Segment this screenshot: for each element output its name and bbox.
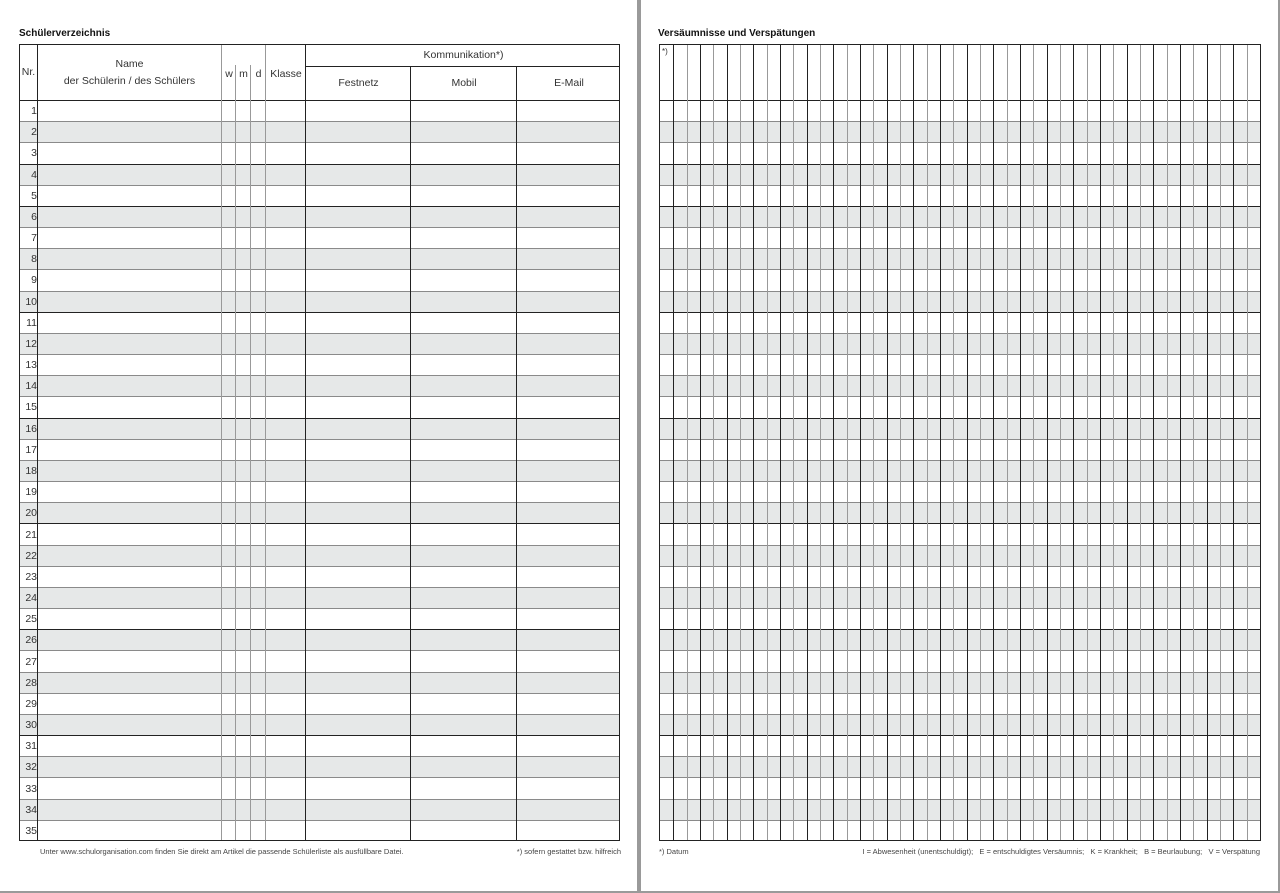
col-divider-festnetz (410, 66, 411, 840)
table-row[interactable] (20, 502, 619, 523)
date-marker: *) (662, 47, 668, 56)
table-row[interactable] (660, 523, 1260, 544)
header-nr: Nr. (21, 66, 36, 78)
row-number: 34 (25, 803, 37, 816)
table-row[interactable] (20, 100, 619, 121)
table-row[interactable] (660, 566, 1260, 587)
date-header-row (660, 45, 1260, 101)
row-number: 25 (25, 613, 37, 626)
row-number: 35 (25, 824, 37, 837)
table-row[interactable] (20, 185, 619, 206)
table-row[interactable] (660, 672, 1260, 693)
table-row[interactable] (20, 418, 619, 439)
row-number: 33 (25, 782, 37, 795)
row-number: 15 (25, 401, 37, 414)
table-row[interactable] (660, 164, 1260, 185)
table-row[interactable] (20, 269, 619, 290)
row-number: 16 (25, 422, 37, 435)
col-divider-mobil (516, 66, 517, 840)
table-row[interactable] (20, 587, 619, 608)
table-row[interactable] (660, 227, 1260, 248)
table-row[interactable] (660, 545, 1260, 566)
table-row[interactable] (660, 312, 1260, 333)
row-number: 9 (31, 274, 37, 287)
row-number: 21 (25, 528, 37, 541)
table-row[interactable] (660, 735, 1260, 756)
header-name-line1: Name (115, 57, 144, 70)
table-row[interactable] (20, 354, 619, 375)
table-row[interactable] (20, 481, 619, 502)
table-row[interactable] (20, 629, 619, 650)
table-row[interactable] (20, 291, 619, 312)
col-divider-nr (37, 45, 38, 840)
row-number: 23 (25, 570, 37, 583)
table-row[interactable] (20, 227, 619, 248)
row-number: 27 (25, 655, 37, 668)
row-number: 10 (25, 295, 37, 308)
row-number: 17 (25, 443, 37, 456)
row-number: 29 (25, 697, 37, 710)
row-number: 7 (31, 232, 37, 245)
table-row[interactable] (660, 756, 1260, 777)
table-row[interactable] (660, 799, 1260, 820)
header-klasse: Klasse (270, 67, 302, 80)
row-number: 5 (31, 189, 37, 202)
col-divider-klasse (305, 45, 306, 840)
page-title: Versäumnisse und Verspätungen (658, 28, 816, 39)
table-row[interactable] (660, 206, 1260, 227)
row-number: 28 (25, 676, 37, 689)
legend: I = Abwesenheit (unentschuldigt); E = entschuldigtes Versäumnis; K = Krankheit; B = Beurlaubung; V = Verspätung (862, 847, 1260, 856)
table-rows (20, 100, 619, 840)
row-number: 11 (26, 316, 37, 329)
table-row[interactable] (20, 460, 619, 481)
table-row[interactable] (660, 185, 1260, 206)
grid-rows (660, 100, 1260, 840)
row-number: 13 (25, 359, 37, 372)
header-email: E-Mail (554, 77, 584, 89)
header-name-line2: der Schülerin / des Schülers (63, 74, 196, 87)
header-festnetz: Festnetz (338, 77, 379, 89)
table-row[interactable] (20, 439, 619, 460)
row-number: 26 (25, 634, 37, 647)
header-kommunikation: Kommunikation*) (423, 49, 504, 61)
row-number: 18 (25, 464, 37, 477)
table-row[interactable] (20, 545, 619, 566)
table-row[interactable] (660, 121, 1260, 142)
footer-datum: *) Datum (659, 847, 689, 856)
row-number: 4 (31, 168, 37, 181)
header-subdivider (306, 66, 619, 67)
col-divider-w (235, 65, 236, 840)
absences-grid (659, 44, 1261, 841)
table-row[interactable] (660, 142, 1260, 163)
row-number: 14 (25, 380, 37, 393)
table-row[interactable] (660, 820, 1260, 841)
footer-note: Unter www.schulorganisation.com finden Sie direkt am Artikel die passende Schülerliste als ausfüllbare Datei. (40, 847, 404, 856)
row-number: 6 (31, 210, 37, 223)
table-header (20, 45, 619, 101)
footer-asterisk: *) sofern gestattet bzw. hilfreich (516, 847, 621, 856)
table-row[interactable] (20, 566, 619, 587)
row-number: 12 (25, 337, 37, 350)
table-row[interactable] (20, 121, 619, 142)
table-row[interactable] (660, 629, 1260, 650)
table-row[interactable] (20, 206, 619, 227)
row-number: 24 (25, 592, 37, 605)
table-row[interactable] (660, 439, 1260, 460)
table-row[interactable] (20, 756, 619, 777)
table-row[interactable] (20, 799, 619, 820)
row-number: 32 (25, 761, 37, 774)
table-row[interactable] (660, 354, 1260, 375)
table-row[interactable] (660, 693, 1260, 714)
table-row[interactable] (660, 291, 1260, 312)
header-d: d (255, 67, 262, 80)
table-row[interactable] (660, 777, 1260, 798)
header-mobil: Mobil (451, 77, 477, 89)
student-table (19, 44, 620, 841)
row-number: 8 (31, 253, 37, 266)
table-row[interactable] (660, 100, 1260, 121)
table-row[interactable] (660, 608, 1260, 629)
header-w: w (225, 67, 233, 80)
col-divider-d (265, 45, 266, 840)
table-row[interactable] (20, 312, 619, 333)
table-row[interactable] (20, 164, 619, 185)
table-row[interactable] (20, 820, 619, 841)
table-row[interactable] (20, 248, 619, 269)
table-row[interactable] (20, 608, 619, 629)
table-row[interactable] (660, 587, 1260, 608)
table-row[interactable] (660, 714, 1260, 735)
table-row[interactable] (20, 333, 619, 354)
table-row[interactable] (660, 269, 1260, 290)
table-row[interactable] (20, 523, 619, 544)
table-row[interactable] (660, 375, 1260, 396)
table-row[interactable] (20, 375, 619, 396)
row-number: 31 (25, 740, 37, 753)
row-number: 30 (25, 719, 37, 732)
table-row[interactable] (660, 396, 1260, 417)
col-divider-name (221, 45, 222, 840)
table-row[interactable] (20, 672, 619, 693)
row-number: 3 (31, 147, 37, 160)
table-row[interactable] (660, 418, 1260, 439)
row-number: 1 (31, 104, 37, 117)
row-number: 19 (25, 486, 37, 499)
student-register-page (0, 0, 637, 891)
table-row[interactable] (660, 333, 1260, 354)
row-number: 22 (25, 549, 37, 562)
header-m: m (239, 67, 248, 80)
col-divider-m (250, 65, 251, 840)
table-row[interactable] (20, 714, 619, 735)
table-row[interactable] (20, 735, 619, 756)
table-row[interactable] (20, 650, 619, 671)
table-row[interactable] (20, 693, 619, 714)
table-row[interactable] (660, 481, 1260, 502)
absences-page (641, 0, 1278, 891)
table-row[interactable] (660, 460, 1260, 481)
page-title: Schülerverzeichnis (19, 28, 111, 39)
table-row[interactable] (20, 777, 619, 798)
table-row[interactable] (20, 142, 619, 163)
table-row[interactable] (660, 650, 1260, 671)
table-row[interactable] (20, 396, 619, 417)
table-row[interactable] (660, 248, 1260, 269)
row-number: 20 (25, 507, 37, 520)
row-number: 2 (31, 126, 37, 139)
table-row[interactable] (660, 502, 1260, 523)
